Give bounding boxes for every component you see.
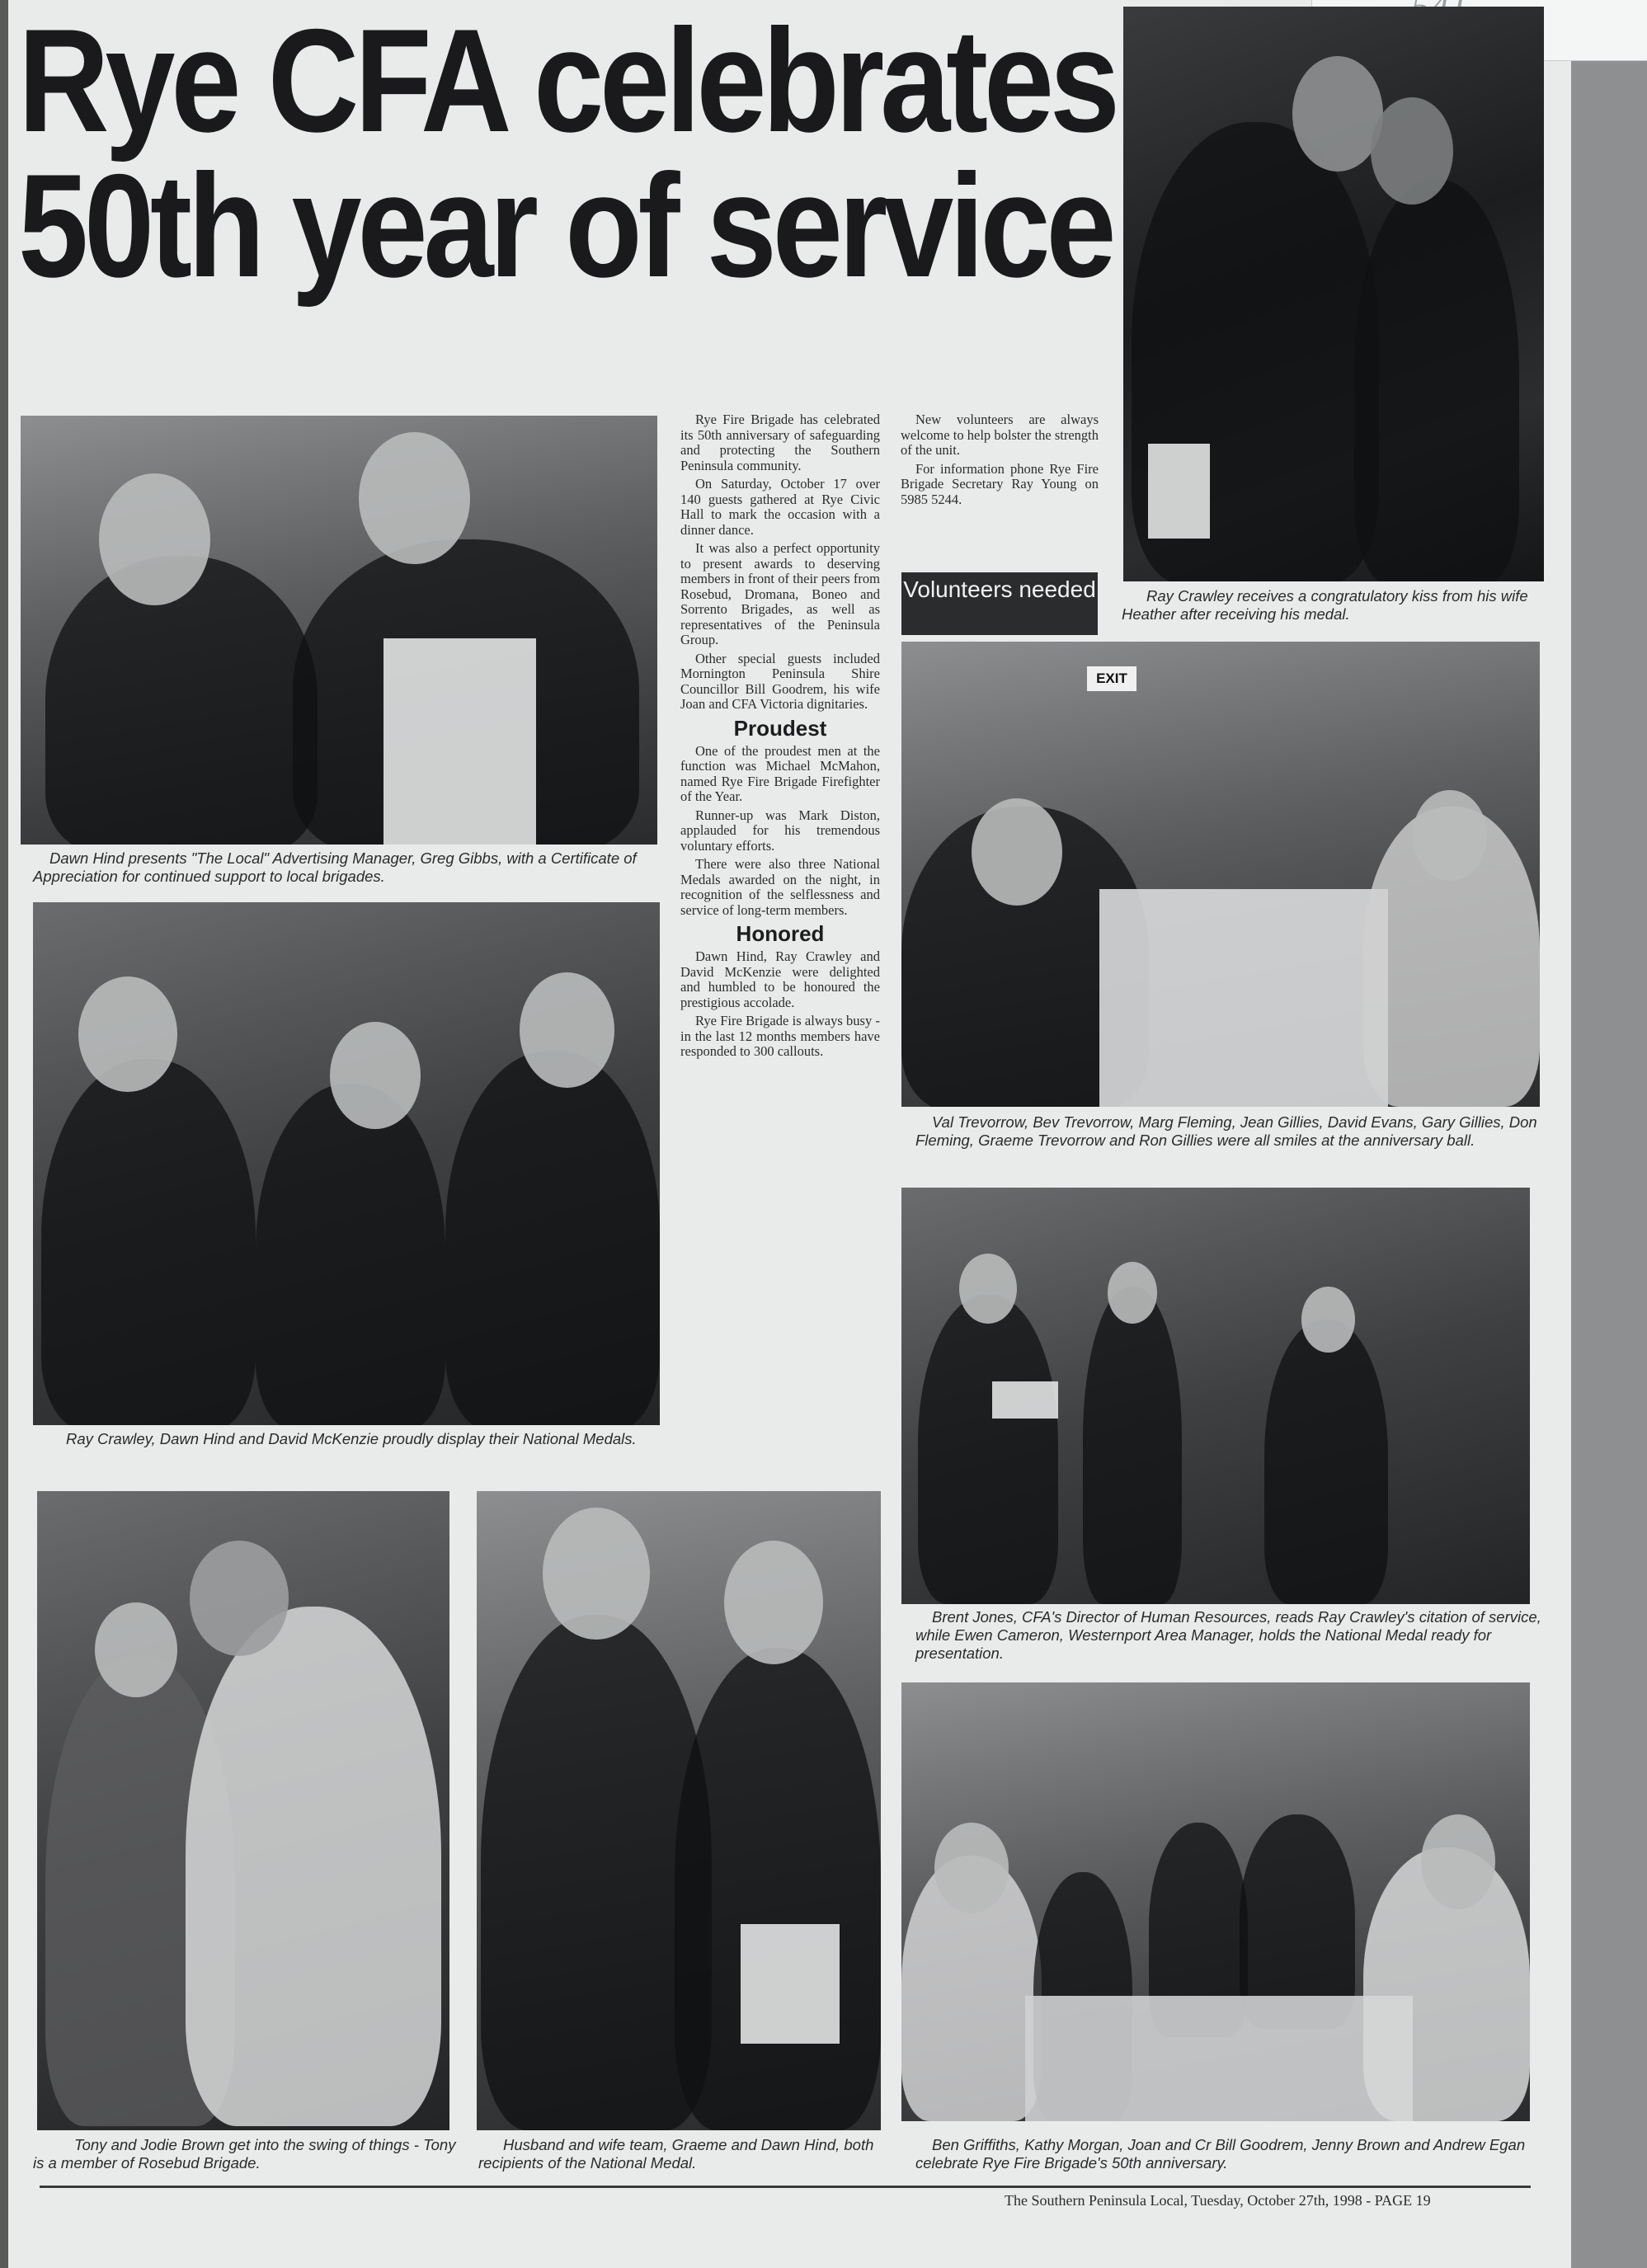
caption-dawn-greg: Dawn Hind presents "The Local" Advertising Manager, Greg Gibbs, with a Certificate of Appreciation for continued support to local brigades. — [33, 849, 637, 885]
caption-table-smiles: Val Trevorrow, Bev Trevorrow, Marg Fleming, Jean Gillies, David Evans, Gary Gillies, Don Fleming, Graeme Trevorrow and Ron Gillies were all smiles at the anniversary ball. — [915, 1113, 1537, 1149]
caption-medals-trio: Ray Crawley, Dawn Hind and David McKenzie proudly display their National Medals. — [66, 1430, 637, 1447]
photo-medals-trio — [33, 902, 660, 1425]
person-face — [330, 1022, 421, 1129]
program-image — [741, 1924, 840, 2044]
caption-anniversary-table: Ben Griffiths, Kathy Morgan, Joan and Cr Bill Goodrem, Jenny Brown and Andrew Egan celebrate Rye Fire Brigade's 50th anniversary. — [915, 2136, 1526, 2172]
article-column-1 — [680, 412, 880, 1063]
table-cloth — [1025, 1996, 1413, 2121]
page-footer: The Southern Peninsula Local, Tuesday, October 27th, 1998 - PAGE 19 — [1005, 2192, 1431, 2209]
person-face — [1301, 1287, 1355, 1353]
envelope-image — [1148, 444, 1210, 539]
citation-paper — [992, 1381, 1058, 1419]
person-figure — [918, 1295, 1058, 1604]
person-figure — [256, 1084, 445, 1425]
article-paragraph: For information phone Rye Fire Brigade Secretary Ray Young on 5985 5244. — [901, 460, 1099, 507]
article-paragraph: On Saturday, October 17 over 140 guests gathered at Rye Civic Hall to mark the occasion with a dinner dance. — [680, 476, 880, 538]
certificate-image — [384, 638, 536, 845]
person-face — [972, 798, 1062, 906]
caption-tony-jodie: Tony and Jodie Brown get into the swing of things - Tony is a member of Rosebud Brigade. — [33, 2136, 456, 2172]
article-paragraph: It was also a perfect opportunity to present awards to deserving members in front of their peers from Rosebud, Dromana, Boneo and Sorrento Brigades, as well as representatives of the Peninsula Group. — [680, 540, 880, 647]
person-face — [520, 972, 614, 1088]
exit-sign: EXIT — [1087, 666, 1136, 691]
photo-tony-jodie — [37, 1491, 449, 2130]
person-figure — [1083, 1287, 1182, 1604]
person-face — [78, 976, 177, 1092]
person-face — [1292, 56, 1383, 172]
article-paragraph: Rye Fire Brigade has celebrated its 50th anniversary of safeguarding and protecting the Southern Peninsula community. — [680, 412, 880, 473]
headline-line-1: Rye CFA celebrates — [18, 0, 1116, 162]
person-face — [1108, 1262, 1157, 1324]
background-edge — [1571, 0, 1647, 2268]
article-paragraph: Runner-up was Mark Diston, applauded for his tremendous voluntary efforts. — [680, 807, 880, 854]
person-face — [543, 1508, 650, 1640]
person-figure — [675, 1648, 881, 2130]
person-figure — [1354, 180, 1519, 581]
article-paragraph: One of the proudest men at the function was Michael McMahon, named Rye Fire Brigade Firefighter of the Year. — [680, 742, 880, 804]
person-face — [934, 1823, 1009, 1913]
photo-dawn-greg — [21, 416, 657, 845]
subhead-proudest: Proudest — [733, 715, 827, 741]
headline — [18, 0, 1116, 308]
person-face — [190, 1541, 289, 1656]
caption-graeme-dawn: Husband and wife team, Graeme and Dawn Hind, both recipients of the National Medal. — [478, 2136, 874, 2172]
table-cloth — [1099, 889, 1388, 1107]
article-column-2 — [901, 412, 1099, 511]
footer-rule — [40, 2186, 1531, 2188]
person-face — [959, 1254, 1017, 1324]
person-figure — [186, 1607, 441, 2126]
article-paragraph: Rye Fire Brigade is always busy - in the last 12 months members have responded to 300 callouts. — [680, 1013, 880, 1059]
person-figure — [41, 1059, 256, 1425]
person-face — [1413, 790, 1487, 881]
person-figure — [45, 556, 318, 845]
article-paragraph: Dawn Hind, Ray Crawley and David McKenzie were delighted and humbled to be honoured the prestigious accolade. — [680, 948, 880, 1010]
article-paragraph: Other special guests included Mornington Peninsula Shire Councillor Bill Goodrem, his wife Joan and CFA Victoria dignitaries. — [680, 650, 880, 712]
article-paragraph: New volunteers are always welcome to help bolster the strength of the unit. — [901, 412, 1099, 458]
photo-ray-kiss — [1123, 7, 1544, 581]
person-figure — [1264, 1320, 1388, 1604]
photo-graeme-dawn — [477, 1491, 881, 2130]
article-paragraph: There were also three National Medals awarded on the night, in recognition of the selflessness and service of long-term members. — [680, 856, 880, 918]
caption-ray-kiss: Ray Crawley receives a congratulatory kiss from his wife Heather after receiving his medal. — [1122, 587, 1528, 623]
person-face — [1371, 97, 1453, 205]
caption-citation: Brent Jones, CFA's Director of Human Resources, reads Ray Crawley's citation of service, while Ewen Cameron, Westernport Area Manager, holds the National Medal ready for presentation. — [915, 1608, 1541, 1662]
person-face — [359, 432, 470, 564]
person-figure — [445, 1051, 660, 1425]
subhead-honored: Honored — [736, 921, 825, 946]
photo-citation — [901, 1188, 1530, 1604]
volunteers-needed-box: Volunteers needed — [901, 572, 1098, 635]
headline-line-2: 50th year of service — [18, 144, 1113, 308]
person-face — [724, 1541, 823, 1664]
person-face — [99, 473, 210, 605]
person-face — [1421, 1814, 1495, 1909]
photo-table-smiles — [901, 642, 1540, 1107]
photo-anniversary-table — [901, 1682, 1530, 2121]
person-face — [95, 1602, 177, 1697]
